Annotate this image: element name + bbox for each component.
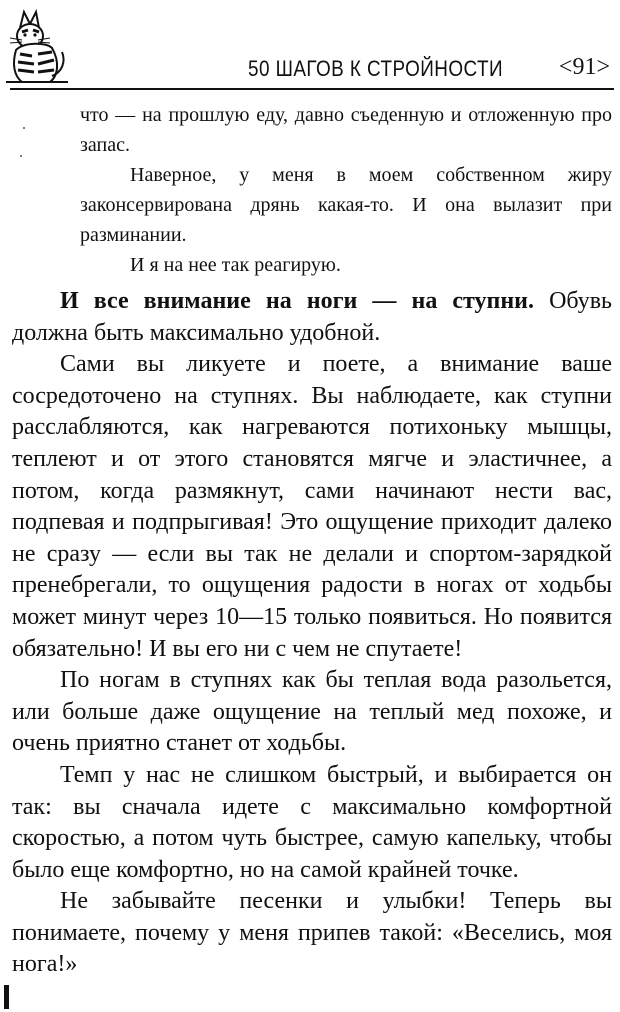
quote-paragraph-2: Наверное, у меня в моем собственном жиру законсервирована дрянь какая-то. И она вылазит при разминании. — [80, 164, 612, 246]
page-body — [12, 100, 612, 981]
paragraph-warm-water: По ногам в ступнях как бы теплая вода разольется, или больше даже ощущение на теплый мед похоже, и очень приятно станет от ходьбы. — [12, 667, 612, 757]
quote-paragraph-1: что — на прошлую еду, давно съеденную и отложенную про запас. — [80, 104, 612, 156]
page-number: <91> — [558, 54, 610, 80]
bold-lead-in: И все внимание на ноги — на ступни. — [60, 288, 535, 314]
paragraph-feet-attention — [12, 286, 612, 349]
quote-paragraph-3: И я на нее так реагирую. — [130, 254, 341, 276]
page-edge-mark — [4, 985, 9, 1009]
running-title: 50 ШАГОВ К СТРОЙНОСТИ — [248, 56, 504, 81]
header-rule — [10, 88, 614, 90]
striped-cat-icon — [6, 6, 68, 86]
paragraph-text: Обувь должна быть максимально удобной. — [12, 288, 613, 346]
paragraph-songs: Не забывайте песенки и улыбки! Теперь вы понимаете, почему у меня припев такой: «Веселись, моя нога!» — [12, 888, 612, 978]
paragraph-rejoice: Сами вы ликуете и поете, а внимание ваше сосредоточено на ступнях. Вы наблюдаете, как ступни расслабляются, как нагреваются потихоньку мышцы, теплеют и от этого становятся мягче и эластичнее, а потом, когда размякнут, сами начинают нести вас, подпевая и подпрыгивая! Это ощущение приходит далеко не сразу — если вы так не делали и спортом-зарядкой пренебрегали, то ощущения радости в ногах от ходьбы может минут через 10—15 только появиться. Но появится обязательно! И вы его ни с чем не спутаете! — [12, 351, 612, 662]
paragraph-tempo: Темп у нас не слишком быстрый, и выбирается он так: вы сначала идете с максимально комфортной скоростью, а потом чуть быстрее, самую капельку, чтобы было еще комфортно, но на самой крайней точке. — [12, 761, 612, 883]
